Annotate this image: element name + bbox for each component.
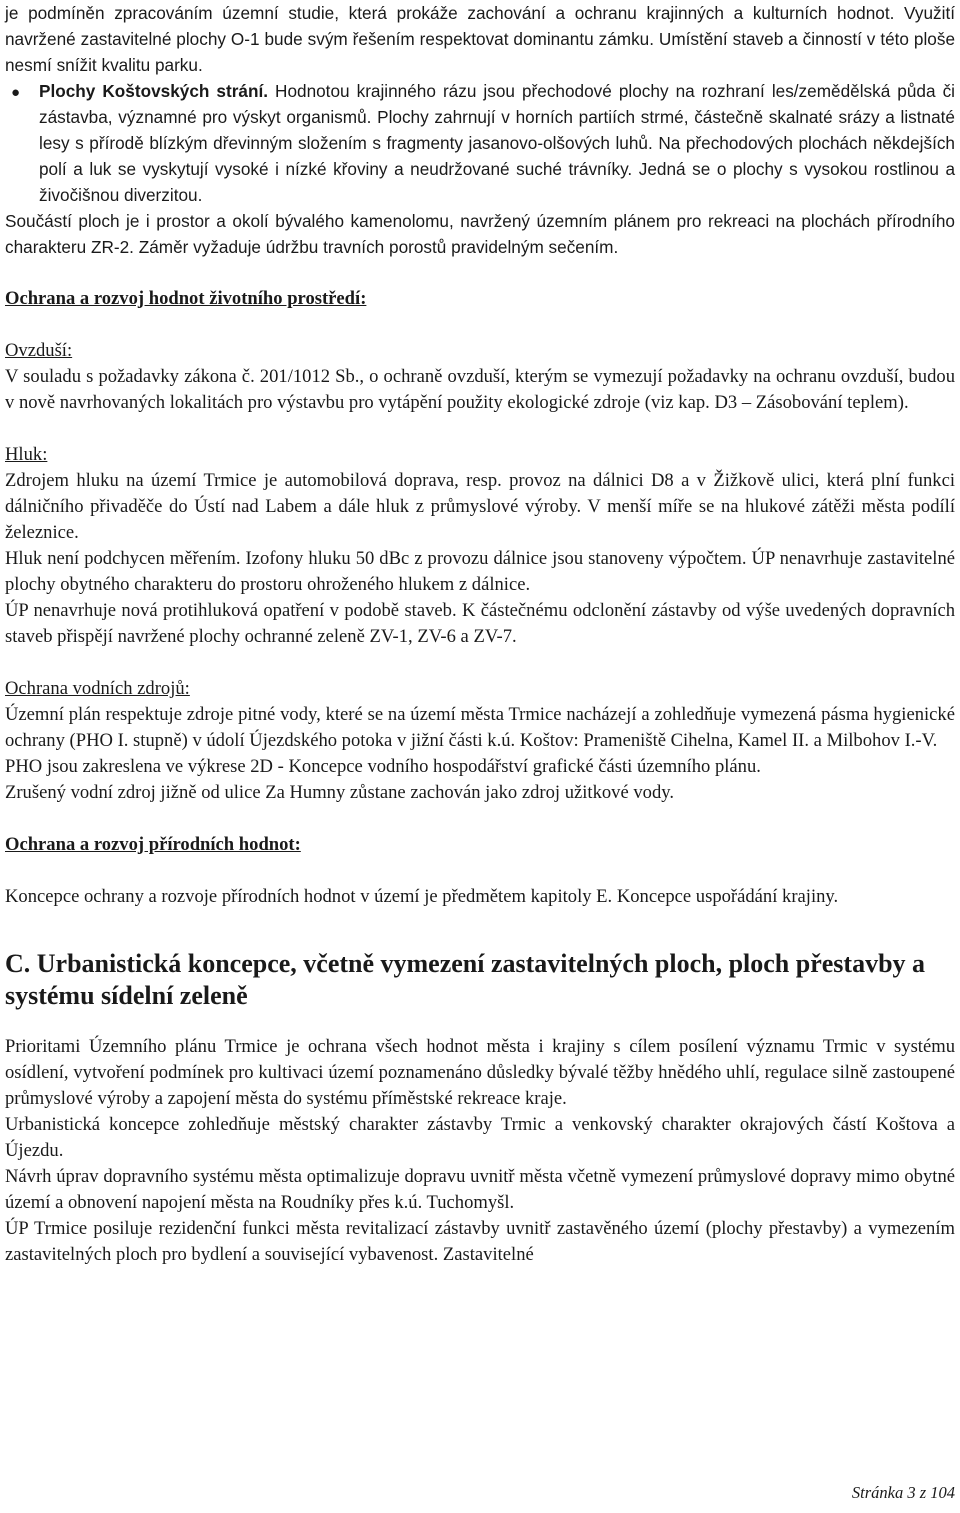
section-c-paragraph-2: Urbanistická koncepce zohledňuje městský charakter zástavby Trmic a venkovský charakter okrajových částí Koštova a Újezdu. <box>5 1114 955 1161</box>
nature-paragraph: Koncepce ochrany a rozvoje přírodních hodnot v území je předmětem kapitoly E. Koncepce uspořádání krajiny. <box>5 886 839 907</box>
noise-paragraph-3: ÚP nenavrhuje nová protihluková opatření v podobě staveb. K částečnému odclonění zástavby od výše uvedených dopravních staveb přispějí navržené plochy ochranné zeleně ZV-1, ZV-6 a ZV-7. <box>5 600 955 647</box>
environment-heading: Ochrana a rozvoj hodnot životního prostředí: <box>5 288 367 309</box>
water-heading: Ochrana vodních zdrojů: <box>5 678 190 699</box>
section-c-paragraph-4: ÚP Trmice posiluje rezidenční funkci města revitalizací zástavby uvnitř zastavěného území (plochy přestavby) a vymezením zastavitelných ploch pro bydlení a související vybavenost. Zastavitelné <box>5 1218 955 1265</box>
bullet-icon: ● <box>11 84 21 101</box>
noise-heading: Hluk: <box>5 444 48 465</box>
water-paragraph-1: Územní plán respektuje zdroje pitné vody, které se na území města Trmice nacházejí a zohledňuje vymezená pásma hygienické ochrany (PHO I. stupně) v údolí Újezdského potoka v jižní části k.ú. Koštov: Prameniště Cihelna, Kamel II. a Milbohov I.-V. <box>5 704 955 751</box>
water-paragraph-3: Zrušený vodní zdroj jižně od ulice Za Humny zůstane zachován jako zdroj užitkové vody. <box>5 782 674 803</box>
bullet-text: Hodnotou krajinného rázu jsou přechodové plochy na rozhraní les/zemědělská půda či zástavba, významné pro výskyt organismů. Plochy zahrnují v horních partiích strmé, částečně skalnaté srázy a listnaté lesy s přírodě blízkým dřevinným složením s fragmenty jasanovo-olšových luhů. Na přechodových plochách někdejších polí a luk se vyskytují vysoké i nízké křoviny a neudržované suché trávníky. Jedná se o plochy s vysokou rostlinou a živočišnou diverzitou. <box>39 81 955 205</box>
bullet-item-kostov-slopes <box>5 78 955 208</box>
document-page <box>5 0 955 1268</box>
air-paragraph: V souladu s požadavky zákona č. 201/1012 Sb., o ochraně ovzduší, kterým se vymezují požadavky na ochranu ovzduší, budou v nově navrhovaných lokalitách pro výstavbu pro vytápění použity ekologické zdroje (viz kap. D3 – Zásobování teplem). <box>5 366 955 413</box>
quarry-paragraph: Součástí ploch je i prostor a okolí bývalého kamenolomu, navržený územním plánem pro rekreaci na plochách přírodního charakteru ZR-2. Záměr vyžaduje údržbu travních porostů pravidelným sečením. <box>5 211 955 257</box>
page-number-footer: Stránka 3 z 104 <box>851 1483 955 1502</box>
bullet-title: Plochy Koštovských strání. <box>39 81 268 101</box>
noise-paragraph-2: Hluk není podchycen měřením. Izofony hluku 50 dBc z provozu dálnice jsou stanoveny výpočtem. ÚP nenavrhuje zastavitelné plochy obytného charakteru do prostoru ohroženého hlukem z dálnice. <box>5 548 955 595</box>
section-c-paragraph-3: Návrh úprav dopravního systému města optimalizuje dopravu uvnitř města včetně vymezení průmyslové dopravy mimo obytné území a obnovení napojení města na Roudníky přes k.ú. Tuchomyšl. <box>5 1166 955 1213</box>
intro-paragraph: je podmíněn zpracováním územní studie, která prokáže zachování a ochranu krajinných a kulturních hodnot. Využití navržené zastavitelné plochy O-1 bude svým řešením respektovat dominantu zámku. Umístění staveb a činností v této ploše nesmí snížit kvalitu parku. <box>5 3 955 75</box>
nature-heading: Ochrana a rozvoj přírodních hodnot: <box>5 834 301 855</box>
noise-paragraph-1: Zdrojem hluku na území Trmice je automobilová doprava, resp. provoz na dálnici D8 a v Žižkově ulici, která plní funkci dálničního přivaděče do Ústí nad Labem a dále hluk z průmyslové výroby. V menší míře se na hlukové zátěži města podílí železnice. <box>5 470 955 543</box>
section-c-paragraph-1: Prioritami Územního plánu Trmice je ochrana všech hodnot města i krajiny s cílem posílení významu Trmic v systému osídlení, vytvoření podmínek pro kultivaci území poznamenáno důsledky bývalé těžby hnědého uhlí, regulace silně zastoupené průmyslové výroby a zapojení města do systému příměstské rekreace kraje. <box>5 1036 955 1109</box>
section-c-heading: C. Urbanistická koncepce, včetně vymezení zastavitelných ploch, ploch přestavby a systému sídelní zeleně <box>5 949 926 1010</box>
air-heading: Ovzduší: <box>5 340 73 361</box>
water-paragraph-2: PHO jsou zakreslena ve výkrese 2D - Koncepce vodního hospodářství grafické části územního plánu. <box>5 756 761 777</box>
